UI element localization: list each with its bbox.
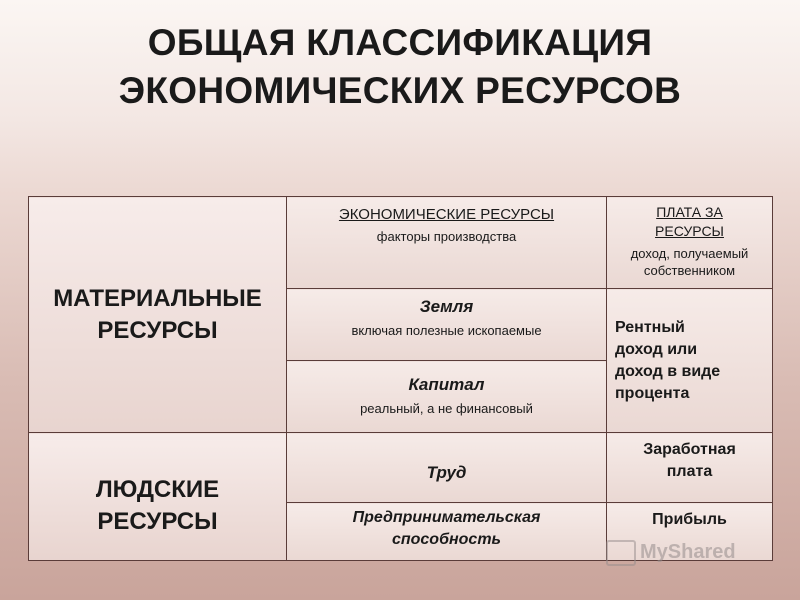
watermark-logo (606, 536, 766, 570)
material-resources-line1: МАТЕРИАЛЬНЫЕ (53, 284, 262, 312)
rent-line2: доход или (615, 340, 698, 358)
payment-sub-line2: собственником (643, 263, 736, 278)
rent-line3: доход в виде (615, 362, 721, 380)
watermark-text: MyShared (640, 541, 736, 563)
entrepreneurship-cell (287, 503, 607, 561)
rent-line1: Рентный (615, 318, 685, 336)
land-note: включая полезные ископаемые (351, 323, 542, 338)
material-resources-cell (29, 197, 287, 433)
profit-name: Прибыль (652, 511, 727, 528)
capital-cell (287, 361, 607, 433)
land-cell (287, 289, 607, 361)
presentation-icon (606, 540, 636, 566)
labor-name: Труд (426, 462, 467, 482)
resources-table (28, 196, 773, 561)
wages-line1: Заработная (643, 441, 736, 458)
land-name: Земля (419, 297, 474, 316)
rent-line4: процента (615, 384, 690, 402)
human-resources-cell (29, 433, 287, 561)
payment-header-cell (607, 197, 773, 289)
human-resources-line2: РЕСУРСЫ (97, 507, 218, 535)
payment-header-line1: ПЛАТА ЗА (656, 204, 723, 220)
capital-name: Капитал (408, 375, 485, 394)
resources-subheader: факторы производства (376, 229, 517, 244)
labor-cell (287, 433, 607, 503)
entrepreneurship-line1: Предпринимательская (352, 509, 541, 526)
payment-sub-line1: доход, получаемый (630, 246, 749, 261)
capital-note: реальный, а не финансовый (360, 401, 533, 416)
payment-header-line2: РЕСУРСЫ (655, 223, 724, 239)
rent-cell (607, 289, 773, 433)
resources-header-cell (287, 197, 607, 289)
wages-line2: плата (666, 463, 713, 480)
slide-title-line2: ЭКОНОМИЧЕСКИХ РЕСУРСОВ (118, 70, 682, 111)
human-resources-line1: ЛЮДСКИЕ (95, 475, 220, 503)
material-resources-line2: РЕСУРСЫ (97, 316, 218, 344)
resources-header: ЭКОНОМИЧЕСКИЕ РЕСУРСЫ (338, 206, 555, 223)
wages-cell (607, 433, 773, 503)
entrepreneurship-line2: способность (391, 531, 502, 548)
slide-title-line1: ОБЩАЯ КЛАССИФИКАЦИЯ (147, 22, 653, 63)
